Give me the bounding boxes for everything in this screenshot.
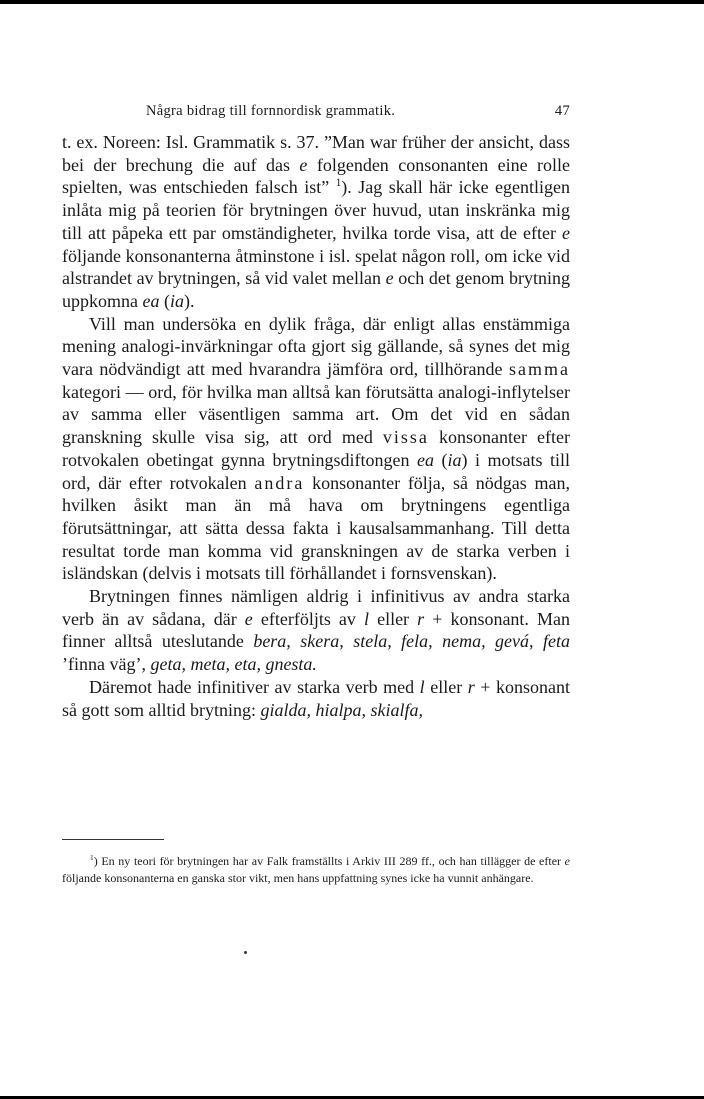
running-head xyxy=(62,103,570,125)
text-segment: efterföljts av xyxy=(252,608,364,629)
text-segment: kategori — ord, för hvilka man alltså kan förutsätta analogi-inflytelser av samma eller väsentligen samma art. Om det vid en sådan granskning skulle visa sig, att ord med xyxy=(62,381,570,448)
text-segment: Brytningen finnes nämligen aldrig i infinitivus av andra starka verb än av sådana, där xyxy=(62,586,570,629)
page-number: 47 xyxy=(554,103,570,119)
text-segment: ia xyxy=(170,290,185,311)
text-segment: ea xyxy=(416,449,434,470)
text-segment: ) En ny teori för brytningen har av Falk framställts i Arkiv III 289 ff., och han tillägger de efter xyxy=(93,854,565,868)
text-segment: ea xyxy=(142,290,160,311)
text-segment: r xyxy=(467,676,475,697)
text-segment: bera, skera, stela, fela, nema, gevá, feta xyxy=(253,631,570,652)
top-edge-rule xyxy=(0,0,704,4)
text-segment: folgenden consonanten eine rolle spielten, was entschieden falsch ist” xyxy=(62,154,570,198)
text-segment: e xyxy=(299,154,308,175)
text-segment: + konsonant. Man finner alltså uteslutande xyxy=(62,608,571,652)
text-segment: e xyxy=(564,854,570,868)
paragraph-4 xyxy=(62,676,570,721)
text-segment: Vill man undersöka en dylik fråga, där enligt allas enstämmiga mening analogi-invärkningar ofta gjort sig gällande, så synes det mig vara nödvändigt att med hvarandra jämföra ord, tillhörande xyxy=(62,313,570,380)
paragraph-3 xyxy=(62,585,570,676)
text-segment: e xyxy=(385,268,394,289)
text-segment: r xyxy=(417,608,425,629)
text-segment: och det genom brytning uppkomna xyxy=(62,268,570,311)
text-segment: vissa xyxy=(382,427,429,448)
text-segment: l xyxy=(419,676,425,697)
text-segment: eller xyxy=(424,676,468,697)
text-segment: + konsonant så gott som alltid brytning: xyxy=(62,676,570,720)
text-segment: ’finna väg’, xyxy=(62,654,151,675)
text-segment: t. ex. Noreen: Isl. Grammatik s. 37. ”Man war früher der ansicht, dass bei der brechung die auf das xyxy=(62,132,570,175)
running-title: Några bidrag till fornnordisk grammatik. xyxy=(146,103,396,119)
footnote-1 xyxy=(62,853,570,887)
text-segment: ) i motsats till ord, där efter rotvokalen xyxy=(62,449,570,493)
footnotes xyxy=(62,853,570,887)
footnote-rule xyxy=(62,839,164,840)
text-segment: eller xyxy=(369,608,418,629)
text-segment: ). Jag skall här icke egentligen inlåta mig på teorien för brytningen över huvud, utan inskränka mig till att påpeka ett par omständigheter, hvilka torde visa, att de efter xyxy=(62,177,571,243)
text-segment: e xyxy=(562,222,570,243)
ink-speck xyxy=(244,951,247,954)
text-segment: samma xyxy=(509,359,570,380)
text-segment: ( xyxy=(159,290,170,311)
text-segment: l xyxy=(363,608,369,629)
text-segment: följande konsonanterna en ganska stor vikt, men hans uppfattning synes icke ha vunnit anhängare. xyxy=(62,871,534,885)
body-text xyxy=(62,131,570,721)
text-segment: 1 xyxy=(335,177,342,190)
text-segment: gialda, hialpa, skialfa, xyxy=(260,699,424,720)
text-segment: 1 xyxy=(90,853,94,862)
text-segment: ia xyxy=(447,449,462,470)
text-segment: konsonanter följa, så nödgas man, hvilken åsikt man än må hava om brytningens egentliga förutsättningar, att sätta dessa fakta i kausalsammanhang. Till detta resultat torde man komma vid granskningen av de starka verben i isländskan (delvis i motsats till förhållandet i fornsvenskan). xyxy=(62,472,570,584)
text-segment: ). xyxy=(184,290,195,311)
text-segment: e xyxy=(244,608,253,629)
paragraph-1 xyxy=(62,131,570,313)
paragraph-2 xyxy=(62,313,570,585)
text-segment: andra xyxy=(254,472,305,493)
text-segment: geta, meta, eta, gnesta. xyxy=(150,654,317,675)
text-segment: Däremot hade infinitiver av starka verb med xyxy=(89,676,420,697)
text-segment: ( xyxy=(433,449,448,470)
text-segment: konsonanter efter rotvokalen obetingat gynna brytningsdiftongen xyxy=(62,427,570,470)
text-segment: följande konsonanterna åtminstone i isl. spelat någon roll, om icke vid alstrandet av brytningen, så vid valet mellan xyxy=(62,245,570,289)
